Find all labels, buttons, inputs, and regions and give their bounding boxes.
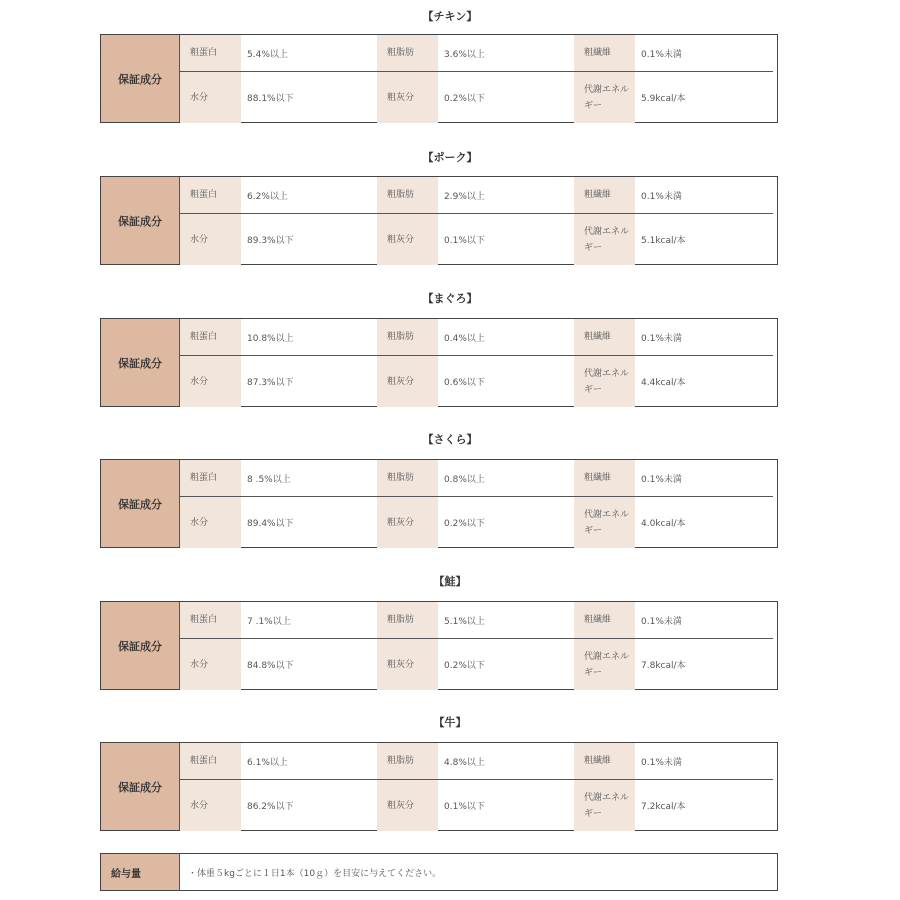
table-row <box>180 460 773 497</box>
nutrient-label: 粗灰分 <box>377 214 438 265</box>
section-title: 【牛】 <box>433 716 467 729</box>
nutrient-label: 粗繊維 <box>574 743 635 779</box>
nutrient-label: 代謝エネルギー <box>574 72 635 123</box>
nutrient-value: 7 .1%以上 <box>247 616 291 627</box>
table-head-cell: 保証成分 <box>101 35 180 122</box>
table-head-cell: 保証成分 <box>101 319 180 406</box>
nutrient-label: 粗蛋白 <box>180 319 241 355</box>
nutrient-value: 89.4%以下 <box>247 519 294 529</box>
nutrient-value: 5.1kcal/本 <box>641 236 686 246</box>
table-row <box>180 639 773 690</box>
feeding-text: ・体重５kgごとに１日1本（10ｇ）を目安に与えてください。 <box>188 868 442 879</box>
nutrient-value: 0.6%以下 <box>444 378 485 388</box>
nutrient-value: 0.1%以下 <box>444 802 485 812</box>
nutrient-value: 87.3%以下 <box>247 378 294 388</box>
nutrient-value: 5.1%以上 <box>444 616 485 627</box>
nutrition-table <box>100 318 778 407</box>
nutrient-label: 粗繊維 <box>574 602 635 638</box>
table-row <box>180 214 773 265</box>
nutrient-value: 0.4%以上 <box>444 333 485 344</box>
nutrient-label: 水分 <box>180 497 241 548</box>
nutrient-label: 代謝エネルギー <box>574 214 635 265</box>
table-head-cell: 保証成分 <box>101 743 180 830</box>
nutrient-label: 粗脂肪 <box>377 602 438 638</box>
table-head-cell: 保証成分 <box>101 177 180 264</box>
nutrient-value: 0.1%以下 <box>444 236 485 246</box>
table-row <box>180 780 773 831</box>
nutrient-value: 0.8%以上 <box>444 474 485 485</box>
nutrient-value: 0.1%未満 <box>641 474 682 485</box>
nutrient-value: 7.8kcal/本 <box>641 661 686 671</box>
table-head-cell: 保証成分 <box>101 460 180 547</box>
nutrient-value: 0.1%未満 <box>641 333 682 344</box>
nutrient-value: 0.2%以下 <box>444 94 485 104</box>
nutrient-label: 粗灰分 <box>377 780 438 831</box>
nutrient-label: 粗蛋白 <box>180 460 241 496</box>
nutrient-label: 水分 <box>180 356 241 407</box>
nutrient-label: 粗脂肪 <box>377 35 438 71</box>
feeding-head: 給与量 <box>101 854 180 890</box>
table-row <box>180 602 773 639</box>
nutrition-table <box>100 176 778 265</box>
nutrient-value: 5.4%以上 <box>247 49 288 60</box>
nutrient-value: 6.1%以上 <box>247 757 288 768</box>
nutrient-value: 0.2%以下 <box>444 519 485 529</box>
nutrition-table <box>100 459 778 548</box>
nutrient-label: 粗灰分 <box>377 356 438 407</box>
nutrient-label: 代謝エネルギー <box>574 356 635 407</box>
nutrient-value: 0.1%未満 <box>641 49 682 60</box>
nutrient-label: 粗灰分 <box>377 72 438 123</box>
nutrient-label: 水分 <box>180 214 241 265</box>
table-row <box>180 743 773 780</box>
nutrient-label: 粗灰分 <box>377 497 438 548</box>
nutrient-label: 粗繊維 <box>574 319 635 355</box>
nutrient-value: 2.9%以上 <box>444 191 485 202</box>
nutrition-table <box>100 742 778 831</box>
section-title: 【鮭】 <box>433 575 467 588</box>
nutrient-label: 粗繊維 <box>574 35 635 71</box>
nutrient-value: 0.2%以下 <box>444 661 485 671</box>
nutrient-label: 粗脂肪 <box>377 460 438 496</box>
nutrient-value: 84.8%以下 <box>247 661 294 671</box>
nutrient-value: 4.4kcal/本 <box>641 378 686 388</box>
nutrient-label: 粗繊維 <box>574 460 635 496</box>
nutrient-label: 代謝エネルギー <box>574 780 635 831</box>
nutrient-label: 粗蛋白 <box>180 35 241 71</box>
nutrient-value: 8 .5%以上 <box>247 474 291 485</box>
nutrient-label: 粗蛋白 <box>180 743 241 779</box>
nutrient-label: 粗脂肪 <box>377 743 438 779</box>
nutrient-value: 86.2%以下 <box>247 802 294 812</box>
nutrient-value: 4.8%以上 <box>444 757 485 768</box>
table-head-cell: 保証成分 <box>101 602 180 689</box>
table-row <box>180 497 773 548</box>
nutrient-value: 0.1%未満 <box>641 616 682 627</box>
nutrient-label: 粗蛋白 <box>180 177 241 213</box>
nutrient-value: 7.2kcal/本 <box>641 802 686 812</box>
table-row <box>180 72 773 123</box>
nutrient-value: 10.8%以上 <box>247 333 294 344</box>
nutrient-value: 89.3%以下 <box>247 236 294 246</box>
nutrient-label: 水分 <box>180 639 241 690</box>
nutrition-table <box>100 34 778 123</box>
nutrient-label: 代謝エネルギー <box>574 639 635 690</box>
nutrient-value: 3.6%以上 <box>444 49 485 60</box>
nutrient-label: 代謝エネルギー <box>574 497 635 548</box>
table-row <box>180 356 773 407</box>
nutrition-table <box>100 601 778 690</box>
nutrient-label: 粗脂肪 <box>377 177 438 213</box>
section-title: 【まぐろ】 <box>422 292 478 305</box>
nutrient-label: 粗蛋白 <box>180 602 241 638</box>
feeding-table <box>100 853 778 891</box>
nutrient-label: 水分 <box>180 780 241 831</box>
nutrient-value: 6.2%以上 <box>247 191 288 202</box>
nutrient-label: 粗灰分 <box>377 639 438 690</box>
section-title: 【チキン】 <box>422 10 478 23</box>
nutrient-label: 粗繊維 <box>574 177 635 213</box>
section-title: 【ポーク】 <box>422 151 478 164</box>
nutrient-value: 4.0kcal/本 <box>641 519 686 529</box>
nutrient-value: 5.9kcal/本 <box>641 94 686 104</box>
table-row <box>180 319 773 356</box>
section-title: 【さくら】 <box>422 433 478 446</box>
table-row <box>180 177 773 214</box>
nutrient-value: 88.1%以下 <box>247 94 294 104</box>
nutrient-value: 0.1%未満 <box>641 757 682 768</box>
nutrient-value: 0.1%未満 <box>641 191 682 202</box>
table-row <box>180 35 773 72</box>
nutrient-label: 水分 <box>180 72 241 123</box>
nutrient-label: 粗脂肪 <box>377 319 438 355</box>
